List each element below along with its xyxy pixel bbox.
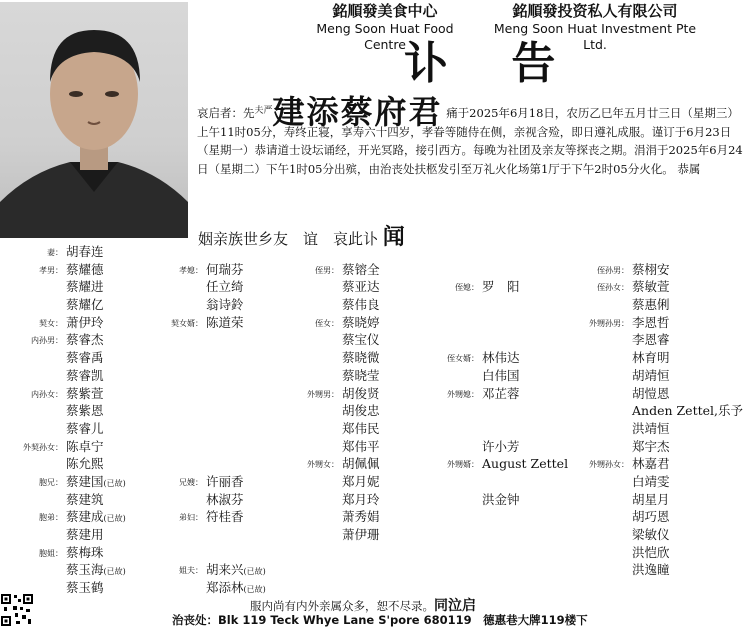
family-entry [482, 331, 568, 349]
family-entry [66, 367, 126, 385]
family-entry [342, 544, 380, 562]
family-entry [47, 243, 126, 261]
family-entry [206, 243, 266, 261]
relation-label: 侄孙男： [597, 265, 629, 275]
family-member-name: 胡来兴 [206, 562, 244, 578]
family-member-name: 蔡建成 [66, 509, 104, 525]
family-entry [482, 508, 568, 526]
relation-label: 外契孙女： [23, 442, 63, 452]
family-entry [632, 420, 743, 438]
family-entry [66, 526, 126, 544]
family-entry [342, 438, 380, 456]
family-member-name: 陈允熙 [66, 456, 104, 472]
family-column-4 [447, 243, 569, 597]
family-entry [342, 526, 380, 544]
family-entry [23, 438, 126, 456]
family-entry [342, 331, 380, 349]
family-member-name: 许丽香 [206, 473, 244, 489]
family-entry [39, 261, 126, 279]
family-entry [315, 261, 380, 279]
family-entry [632, 561, 743, 579]
family-member-name: 蔡玉海 [66, 562, 104, 578]
family-entry [482, 544, 568, 562]
family-entry [39, 508, 126, 526]
family-member-name: 洪逸瞳 [632, 562, 670, 578]
family-entry [206, 278, 266, 296]
family-member-name: 蔡睿杰 [66, 332, 104, 348]
family-column-1 [23, 243, 126, 597]
family-entry [66, 402, 126, 420]
deceased-note: (已故) [103, 514, 126, 524]
family-entry [482, 243, 568, 261]
family-entry [632, 491, 743, 509]
family-member-name: 林嘉君 [632, 456, 670, 472]
family-entry [632, 526, 743, 544]
family-member-name: 蔡耀德 [66, 261, 104, 277]
family-entry [632, 296, 743, 314]
family-entry [206, 385, 266, 403]
family-member-name: 胡俊忠 [342, 403, 380, 419]
family-member-name: 陈卓宁 [66, 438, 104, 454]
company-name-en: Meng Soon Huat Investment Pte Ltd. [493, 21, 697, 52]
obituary-title: 讣 告 [404, 38, 580, 89]
funeral-address: 治丧处：Blk 119 Teck Whye Lane S'pore 680119 德惠巷大牌119楼下 [172, 613, 588, 627]
family-member-name: 萧秀娟 [342, 509, 380, 525]
family-member-name: 胡春连 [66, 244, 104, 259]
family-entry [482, 420, 568, 438]
family-member-name: 陈道荣 [206, 314, 244, 330]
family-entry [31, 331, 126, 349]
announcement-paragraph [197, 93, 749, 178]
honorific: 夫严 [254, 106, 273, 116]
family-member-name: 蔡晓莹 [342, 367, 380, 383]
family-member-name: 任立绮 [206, 279, 244, 295]
family-member-name: 胡佩佩 [342, 456, 380, 472]
relation-label: 外甥婿： [447, 460, 479, 470]
family-member-name: 郑宇杰 [632, 438, 670, 454]
family-member-name: 蔡建用 [66, 527, 104, 542]
family-member-name: 蔡耀亿 [66, 297, 104, 313]
family-member-name: 洪恺欣 [632, 544, 670, 560]
family-entry [632, 508, 743, 526]
deceased-note: (已故) [103, 567, 126, 577]
family-entry [482, 561, 568, 579]
relation-label: 外甥孙男： [589, 318, 629, 328]
family-entry [66, 491, 126, 509]
family-entry [342, 278, 380, 296]
company-name-zh: 銘順發美食中心 [332, 2, 438, 20]
family-entry [632, 243, 743, 261]
family-entry [39, 544, 126, 562]
relation-label: 侄孙女： [597, 283, 629, 293]
family-entry [179, 508, 266, 526]
family-entry [66, 420, 126, 438]
family-member-name: 蔡伟良 [342, 297, 380, 313]
family-entry [66, 561, 126, 579]
family-entry [206, 544, 266, 562]
family-member-name: 蔡亚达 [342, 279, 380, 295]
family-member-name: 蔡惠俐 [632, 297, 670, 313]
family-entry [39, 473, 126, 491]
family-entry [447, 385, 568, 403]
family-entry [482, 367, 568, 385]
family-member-name: 林淑芬 [206, 491, 244, 507]
footer-signature: 同泣启 [434, 598, 476, 614]
family-entry [482, 438, 568, 456]
family-member-name: 蔡玉鹤 [66, 580, 104, 596]
family-member-name: 胡巧恩 [632, 509, 670, 525]
family-member-name: 符桂香 [206, 509, 244, 525]
family-entry [447, 349, 568, 367]
relation-label: 契女： [39, 318, 63, 328]
family-entry [206, 438, 266, 456]
family-entry [455, 278, 568, 296]
family-entry [179, 561, 266, 579]
family-member-name: 蔡梅珠 [66, 544, 104, 560]
family-entry [482, 402, 568, 420]
family-entry [482, 579, 568, 597]
relation-label: 侄女婿： [447, 354, 479, 364]
family-entry [482, 491, 568, 509]
family-entry [482, 261, 568, 279]
family-entry [206, 349, 266, 367]
family-entry [206, 420, 266, 438]
family-entry [342, 508, 380, 526]
family-member-name: 白靖雯 [632, 473, 670, 489]
family-entry [179, 473, 266, 491]
family-entry [206, 331, 266, 349]
footer-text: 服内尚有内外亲属众多，恕不尽录。 [250, 599, 434, 613]
family-entry [589, 455, 743, 473]
relation-label: 妻： [47, 248, 63, 257]
family-member-name: 胡俊贤 [342, 385, 380, 401]
family-entry [66, 296, 126, 314]
relation-label: 兄嫂： [179, 477, 203, 487]
family-member-name: 白伟国 [482, 367, 520, 383]
family-member-name: 萧伊珊 [342, 527, 380, 542]
family-member-name: 蔡耀进 [66, 279, 104, 295]
relation-label: 侄男： [315, 265, 339, 275]
family-entry [342, 349, 380, 367]
family-entry [632, 331, 743, 349]
relation-label: 孝男： [39, 265, 63, 275]
family-member-name: 何瑞芬 [206, 261, 244, 277]
family-member-name: 郑月玲 [342, 491, 380, 507]
family-column-3 [307, 243, 380, 597]
family-entry [482, 296, 568, 314]
family-entry [632, 402, 743, 420]
announcement-body: 痛于2025年6月18日，农历乙巳年五月廿三日（星期三）上午11时05分，寿终正寝，享寿六十四岁，孝眷等随侍在侧，亲视含殓，即日遵礼成服。谨订于6月23日（星期一）恭请道士设坛诵经，开光冥路，接引西方。每晚为社团及亲友等探丧之期。涓涓于2025年6月24日（星期二）下午1时05分出殡，由治丧处扶柩发引至万礼火化场第1厅于下午2时05分火化。 恭属 [197, 106, 743, 176]
family-member-name: 蔡睿禹 [66, 350, 104, 366]
announcement-prefix: 哀启者：先 [197, 106, 255, 120]
family-member-name: 郑伟民 [342, 420, 380, 436]
mourning-wen: 闻 [382, 224, 405, 250]
family-member-name: Anden Zettel,乐予 [632, 403, 743, 419]
family-entry [597, 261, 743, 279]
family-entry [632, 438, 743, 456]
family-entry [31, 385, 126, 403]
family-entry [597, 278, 743, 296]
family-entry [342, 367, 380, 385]
relation-label: 胞兄： [39, 477, 63, 487]
family-entry [206, 491, 266, 509]
relation-label: 胞弟： [39, 513, 63, 523]
family-member-name: 蔡晓婷 [342, 314, 380, 330]
relation-label: 弟妇： [179, 513, 203, 523]
family-member-name: 翁诗鈴 [206, 297, 244, 313]
family-entry [589, 314, 743, 332]
family-entry [632, 579, 743, 597]
family-entry [66, 278, 126, 296]
relation-label: 外甥女： [307, 460, 339, 470]
relation-label: 内孙女： [31, 389, 63, 399]
deceased-note: (已故) [243, 567, 266, 577]
family-entry [342, 491, 380, 509]
mourning-text: 姻亲族世乡友 谊 哀此讣 [198, 230, 379, 248]
family-member-name: 林伟达 [482, 350, 520, 366]
family-entry [342, 561, 380, 579]
relation-label: 外甥媳： [447, 389, 479, 399]
family-member-name: 洪金钟 [482, 491, 520, 507]
family-member-name: 李恩哲 [632, 314, 670, 330]
family-entry [39, 314, 126, 332]
family-member-name: 洪靖恒 [632, 420, 670, 436]
deceased-note: (已故) [103, 478, 126, 488]
family-entry [315, 314, 380, 332]
relation-label: 内孙男： [31, 336, 63, 346]
family-member-name: 蔡镕全 [342, 261, 380, 277]
qr-code-icon[interactable] [0, 593, 34, 627]
family-entry [632, 349, 743, 367]
family-entry [342, 402, 380, 420]
relation-label: 侄女： [315, 318, 339, 328]
family-member-name: 蔡敏萱 [632, 279, 670, 295]
family-member-name: 许小芳 [482, 438, 520, 454]
relation-label: 胞姐： [39, 548, 63, 558]
family-member-name: 蔡宝仪 [342, 332, 380, 348]
family-entry [447, 455, 569, 473]
family-entry [632, 385, 743, 403]
family-member-name: August Zettel [482, 456, 569, 472]
family-entry [307, 385, 380, 403]
deceased-name: 建添蔡府君 [272, 93, 443, 131]
family-member-name: 蔡睿儿 [66, 420, 104, 436]
family-entry [342, 420, 380, 438]
deceased-portrait [0, 2, 188, 238]
family-member-name: 梁敏仪 [632, 527, 670, 542]
family-member-name: 郑月妮 [342, 473, 380, 489]
family-member-name: 蔡紫萱 [66, 385, 104, 401]
company-name-zh: 銘順發投资私人有限公司 [512, 2, 678, 20]
family-column-2 [171, 243, 266, 597]
family-entry [206, 296, 266, 314]
family-member-name: 林育明 [632, 350, 670, 366]
relation-label: 契女婿： [171, 318, 203, 328]
family-entry [206, 367, 266, 385]
family-entry [171, 314, 266, 332]
relation-label: 外甥孙女： [589, 460, 629, 470]
family-member-name: 李恩睿 [632, 332, 670, 348]
family-entry [179, 261, 266, 279]
family-entry [66, 455, 126, 473]
family-entry [632, 367, 743, 385]
family-entry [66, 579, 126, 597]
family-member-name: 蔡建国 [66, 473, 104, 489]
family-entry [482, 473, 568, 491]
relation-label: 外甥男： [307, 389, 339, 399]
family-member-name: 邓芷蓉 [482, 385, 520, 401]
family-entry [632, 544, 743, 562]
company-name-en: Meng Soon Huat Food Centre [316, 21, 454, 52]
family-entry [307, 455, 380, 473]
family-member-name: 蔡晓微 [342, 350, 380, 366]
family-member-name: 郑添林 [206, 580, 244, 596]
family-member-name: 蔡栩安 [632, 261, 670, 277]
family-entry [206, 455, 266, 473]
family-entry [342, 296, 380, 314]
family-entry [632, 473, 743, 491]
family-member-name: 蔡睿凯 [66, 367, 104, 383]
family-entry [342, 243, 380, 261]
family-entry [482, 526, 568, 544]
family-member-name: 胡愷恩 [632, 385, 670, 401]
family-member-name: 蔡建筑 [66, 491, 104, 507]
family-member-name: 郑伟平 [342, 438, 380, 454]
family-member-name: 胡星月 [632, 491, 670, 507]
family-member-name: 蔡紫恩 [66, 403, 104, 419]
relation-label: 孝媳： [179, 265, 203, 275]
family-entry [206, 526, 266, 544]
relation-label: 姐夫： [179, 566, 203, 576]
family-member-name: 胡靖恒 [632, 367, 670, 383]
family-entry [206, 402, 266, 420]
deceased-note: (已故) [243, 585, 266, 595]
family-member-name: 萧伊玲 [66, 314, 104, 330]
family-entry [66, 349, 126, 367]
family-column-5 [589, 243, 743, 597]
family-entry [342, 473, 380, 491]
family-entry [482, 314, 568, 332]
family-member-name: 罗 阳 [482, 279, 520, 295]
relation-label: 侄媳： [455, 283, 479, 293]
